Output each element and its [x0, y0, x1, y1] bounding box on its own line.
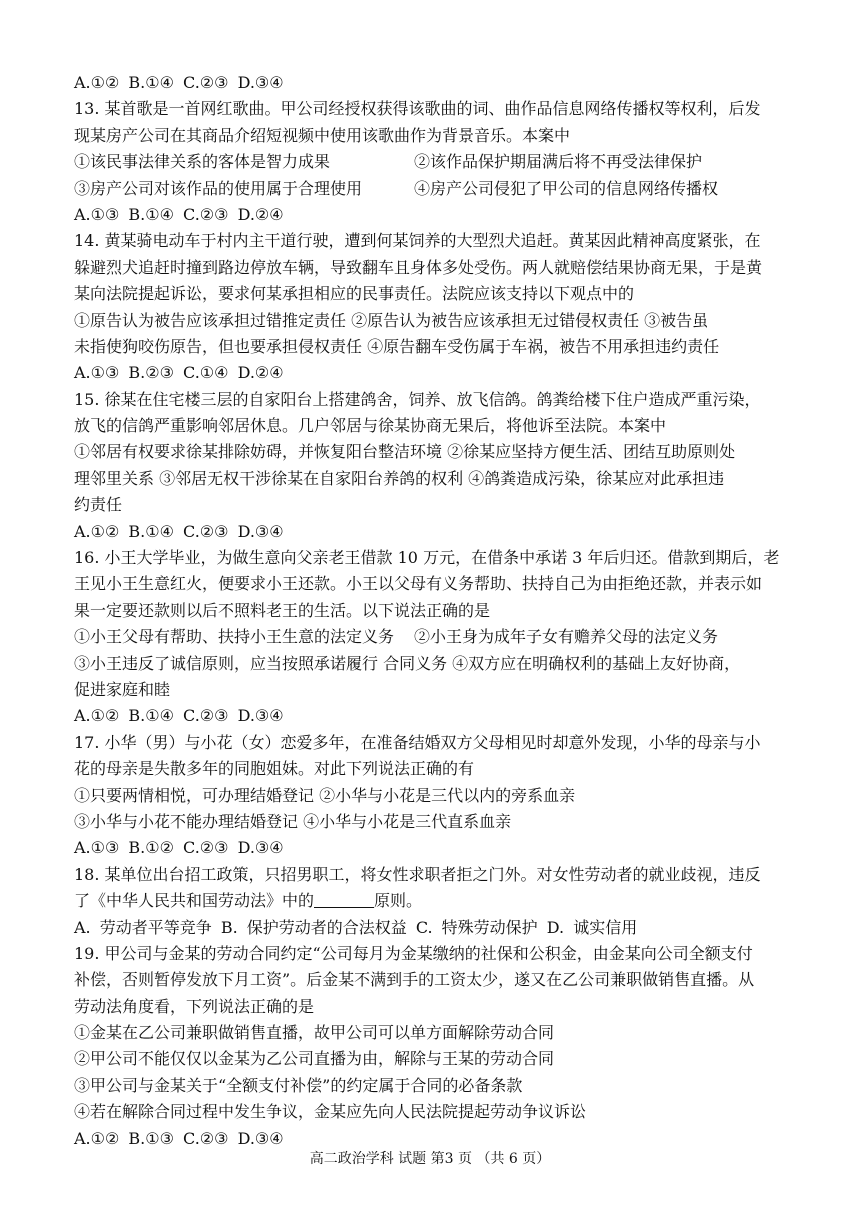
- q17-statements-line: ③小华与小花不能办理结婚登记 ④小华与小花是三代直系血亲: [74, 811, 512, 831]
- q16-statement-2: ②小王身为成年子女有赡养父母的法定义务: [414, 627, 719, 647]
- q16-statements-line: 促进家庭和睦: [74, 679, 171, 699]
- q13-stem-line: 现某房产公司在其商品介绍短视频中使用该歌曲作为背景音乐。本案中: [74, 125, 571, 145]
- q17-stem-line: 花的母亲是失散多年的同胞姐妹。对此下列说法正确的有: [74, 759, 475, 779]
- q13-statement-1: ①该民事法律关系的客体是智力成果: [74, 152, 331, 172]
- q17-options: A.①③ B.①② C.②③ D.③④: [74, 838, 284, 858]
- q15-stem-line: 15. 徐某在住宅楼三层的自家阳台上搭建鸽舍，饲养、放飞信鸽。鸽粪给楼下住户造成严重污染，: [74, 389, 761, 409]
- q16-stem-line: 16. 小王大学毕业，为做生意向父亲老王借款 10 万元，在借条中承诺 3 年后归还。借款到期后，老: [74, 548, 780, 568]
- question-17: [74, 730, 794, 862]
- q16-statements-line: ③小王违反了诚信原则，应当按照承诺履行 合同义务 ④双方应在明确权利的基础上友好协商，: [74, 653, 741, 673]
- question-list: [74, 70, 794, 1152]
- question-16: [74, 545, 794, 730]
- q13-stem-line: 13. 某首歌是一首网红歌曲。甲公司经授权获得该歌曲的词、曲作品信息网络传播权等权利，后发: [74, 99, 761, 119]
- fill-in-blank: [314, 889, 374, 908]
- q19-stem-line: 19. 甲公司与金某的劳动合同约定“公司每月为金某缴纳的社保和公积金，由金某向公司全额支付: [74, 943, 753, 963]
- q17-stem-line: 17. 小华（男）与小花（女）恋爱多年，在准备结婚双方父母相见时却意外发现，小华的母亲与小: [74, 732, 761, 752]
- q14-statements-line: ①原告认为被告应该承担过错推定责任 ②原告认为被告应该承担无过错侵权责任 ③被告虽: [74, 310, 709, 330]
- q13-statement-2: ②该作品保护期届满后将不再受法律保护: [414, 152, 703, 172]
- q15-options: A.①② B.①④ C.②③ D.③④: [74, 521, 284, 541]
- q16-options: A.①② B.①④ C.②③ D.③④: [74, 706, 284, 726]
- q19-statement-2: ②甲公司不能仅仅以金某为乙公司直播为由，解除与王某的劳动合同: [74, 1049, 555, 1069]
- q15-statements-line: ①邻居有权要求徐某排除妨碍，并恢复阳台整洁环境 ②徐某应坚持方便生活、团结互助原则处: [74, 442, 736, 462]
- question-14: [74, 228, 794, 386]
- q19-options: A.①② B.①③ C.②③ D.③④: [74, 1128, 284, 1148]
- q13-statements-row: [74, 176, 794, 202]
- q14-options: A.①③ B.②③ C.①④ D.②④: [74, 363, 284, 383]
- question-18: [74, 862, 794, 941]
- q13-options: A.①③ B.①④ C.②③ D.②④: [74, 204, 284, 224]
- q19-statement-4: ④若在解除合同过程中发生争议，金某应先向人民法院提起劳动争议诉讼: [74, 1102, 587, 1122]
- q13-statement-4: ④房产公司侵犯了甲公司的信息网络传播权: [414, 178, 719, 198]
- q19-statement-3: ③甲公司与金某关于“全额支付补偿”的约定属于合同的必备条款: [74, 1075, 523, 1095]
- q18-stem-text: 了《中华人民共和国劳动法》中的: [74, 891, 315, 911]
- question-19: [74, 941, 794, 1152]
- question-13: [74, 96, 794, 228]
- q14-stem-line: 某向法院提起诉讼，要求何某承担相应的民事责任。法院应该支持以下观点中的: [74, 284, 635, 304]
- q14-statements-line: 未指使狗咬伤原告，但也要承担侵权责任 ④原告翻车受伤属于车祸，被告不用承担违约责任: [74, 336, 720, 356]
- q16-stem-line: 果一定要还款则以后不照料老王的生活。以下说法正确的是: [74, 600, 491, 620]
- q15-statements-line: 理邻里关系 ③邻居无权干涉徐某在自家阳台养鸽的权利 ④鸽粪造成污染，徐某应对此承担违: [74, 468, 725, 488]
- q16-statements-row: [74, 624, 794, 650]
- q17-statements-line: ①只要两情相悦，可办理结婚登记 ②小华与小花是三代以内的旁系血亲: [74, 785, 576, 805]
- q15-statements-line: 约责任: [74, 495, 123, 515]
- q13-statements-row: [74, 149, 794, 175]
- q16-statement-1: ①小王父母有帮助、扶持小王生意的法定义务: [74, 627, 395, 647]
- q12-options: A.①② B.①④ C.②③ D.③④: [74, 73, 284, 92]
- q19-stem-line: 劳动法角度看，下列说法正确的是: [74, 996, 315, 1016]
- question-15: [74, 387, 794, 545]
- q19-stem-line: 补偿，否则暂停发放下月工资”。后金某不满到手的工资太少，遂又在乙公司兼职做销售直播。从: [74, 970, 755, 990]
- q13-statement-3: ③房产公司对该作品的使用属于合理使用: [74, 178, 363, 198]
- q14-stem-line: 14. 黄某骑电动车于村内主干道行驶，遭到何某饲养的大型烈犬追赶。黄某因此精神高度紧张，在: [74, 231, 761, 251]
- q18-stem-line: 18. 某单位出台招工政策，只招男职工，将女性求职者拒之门外。对女性劳动者的就业歧视，违反: [74, 864, 761, 884]
- q18-options: A. 劳动者平等竞争 B. 保护劳动者的合法权益 C. 特殊劳动保护 D. 诚实信用: [74, 917, 638, 937]
- q19-statement-1: ①金某在乙公司兼职做销售直播，故甲公司可以单方面解除劳动合同: [74, 1023, 555, 1043]
- page-footer: 高二政治学科 试题 第3 页 （共 6 页）: [309, 1151, 551, 1167]
- q16-stem-line: 王见小王生意红火，便要求小王还款。小王以父母有义务帮助、扶持自己为由拒绝还款，并表示如: [74, 574, 763, 594]
- q15-stem-line: 放飞的信鸽严重影响邻居休息。几户邻居与徐某协商无果后，将他诉至法院。本案中: [74, 416, 667, 436]
- q18-stem-line-with-blank: [74, 888, 794, 914]
- q14-stem-line: 躲避烈犬追赶时撞到路边停放车辆，导致翻车且身体多处受伤。两人就赔偿结果协商无果，于是黄: [74, 257, 763, 277]
- q18-stem-text-end: 原则。: [374, 891, 423, 911]
